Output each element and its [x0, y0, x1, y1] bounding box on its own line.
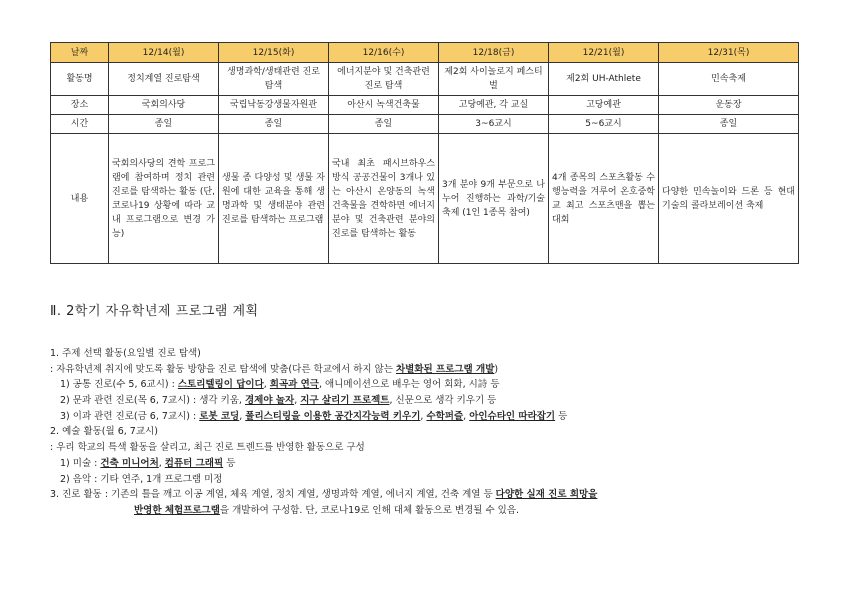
emphasis-text: 폴리스티링을 이용한 공간지각능력 키우기 — [245, 410, 421, 422]
text-span: , — [158, 457, 165, 469]
table-cell: 정치계열 진로탐색 — [109, 63, 219, 96]
plan-item-3 — [50, 487, 800, 503]
text-span: , — [463, 410, 470, 422]
emphasis-text: 다양한 실재 진로 희망을 — [495, 489, 598, 501]
emphasis-text: 스토리텔링이 답이다 — [177, 379, 264, 391]
program-plan-body — [50, 346, 800, 519]
text-span: 등 — [555, 410, 568, 422]
row-label: 활동명 — [51, 63, 109, 96]
table-row — [51, 63, 799, 96]
text-span: 등 — [223, 457, 236, 469]
table-cell: 종일 — [109, 115, 219, 134]
emphasis-text: 건축 미니어처 — [100, 457, 159, 469]
text-span: , — [294, 395, 301, 407]
emphasis-text: 경제야 놀자 — [244, 395, 295, 407]
table-cell: 다양한 민속놀이와 드론 등 현대 기술의 콜라보레이션 축제 — [659, 134, 799, 264]
row-label: 내용 — [51, 134, 109, 264]
table-cell: 에너지분야 및 건축관련 진로 탐색 — [329, 63, 439, 96]
emphasis-text: 로봇 코딩 — [199, 410, 240, 422]
table-header-row — [51, 43, 799, 63]
table-cell: 제2회 사이놀로지 페스티벌 — [439, 63, 549, 96]
plan-subitem — [50, 393, 800, 409]
text-span: , — [263, 379, 270, 391]
table-cell: 국회의사당의 견학 프로그램에 참여하며 정치 관련 진로를 탐색하는 활동 (단, 코로나19 상황에 따라 교내 프로그램으로 변경 가능) — [109, 134, 219, 264]
text-span: , 신문으로 생각 키우기 등 — [389, 395, 497, 407]
table-cell: 국립낙동강생물자원관 — [219, 96, 329, 115]
header-cell: 날짜 — [51, 43, 109, 63]
row-label: 시간 — [51, 115, 109, 134]
header-cell: 12/21(월) — [549, 43, 659, 63]
table-cell: 아산시 녹색건축물 — [329, 96, 439, 115]
plan-item-1-desc — [50, 362, 800, 378]
emphasis-text: 반영한 체험프로그램 — [134, 504, 220, 516]
schedule-table — [50, 42, 799, 264]
row-label: 장소 — [51, 96, 109, 115]
plan-subitem: 2) 음악 : 기타 연주, 1개 프로그램 미정 — [60, 473, 223, 485]
header-cell: 12/14(월) — [109, 43, 219, 63]
text-span: ) — [494, 363, 499, 375]
table-cell: 국내 최초 패시브하우스 방식 공공건물이 3개나 있는 아산시 온양동의 녹색건축물을 견학하면 에너지분야 및 건축관련 분야의 진로를 탐색하는 활동 — [329, 134, 439, 264]
text-span: , 애니메이션으로 배우는 영어 회화, 시詩 등 — [319, 379, 500, 391]
header-cell: 12/16(수) — [329, 43, 439, 63]
table-cell: 고당예관 — [549, 96, 659, 115]
header-cell: 12/18(금) — [439, 43, 549, 63]
plan-item-2-title: 2. 예술 활동(월 6, 7교시) — [50, 426, 158, 438]
table-cell: 3~6교시 — [439, 115, 549, 134]
plan-item-2-desc: : 우리 학교의 특색 활동을 살리고, 최근 진로 트렌드를 반영한 활동으로 구성 — [50, 442, 365, 454]
text-span: 3) 이과 관련 진로(금 6, 7교시) : — [60, 410, 200, 422]
table-cell: 생명과학/생태관련 진로 탐색 — [219, 63, 329, 96]
table-cell: 생물 종 다양성 및 생물 자원에 대한 교육을 통해 생명과학 및 생태분야 관련 진로를 탐색하는 프로그램 — [219, 134, 329, 264]
header-cell: 12/15(화) — [219, 43, 329, 63]
text-span: 을 개발하여 구성함. 단, 코로나19로 인해 대체 활동으로 변경될 수 있음. — [219, 504, 520, 516]
section-title: Ⅱ. 2학기 자유학년제 프로그램 계획 — [50, 304, 259, 319]
table-cell: 고당예관, 각 교실 — [439, 96, 549, 115]
emphasis-text: 차별화된 프로그램 개발 — [396, 363, 495, 375]
text-span: 1) 미술 : — [60, 457, 101, 469]
table-cell: 5~6교시 — [549, 115, 659, 134]
header-cell: 12/31(목) — [659, 43, 799, 63]
text-span: 2) 문과 관련 진로(목 6, 7교시) : 생각 키움, — [60, 395, 245, 407]
table-cell: 3개 분야 9개 부문으로 나누어 진행하는 과학/기술 축제 (1인 1종목 참여) — [439, 134, 549, 264]
emphasis-text: 수학퍼즐 — [426, 410, 464, 422]
emphasis-text: 컴퓨터 그래픽 — [164, 457, 224, 469]
table-cell: 종일 — [219, 115, 329, 134]
table-cell: 종일 — [659, 115, 799, 134]
table-row — [51, 115, 799, 134]
emphasis-text: 지구 살리기 프로젝트 — [300, 395, 390, 407]
plan-item-1-title: 1. 주제 선택 활동(요일별 진로 탐색) — [50, 348, 201, 359]
plan-subitem — [50, 377, 800, 393]
text-span: , — [420, 410, 427, 422]
table-cell: 제2회 UH-Athlete — [549, 63, 659, 96]
table-cell: 종일 — [329, 115, 439, 134]
emphasis-text: 아인슈타인 따라잡기 — [469, 410, 556, 422]
table-cell: 4개 종목의 스포츠활동 수행능력을 겨루어 온호중학교 최고 스포츠맨을 뽑는 대회 — [549, 134, 659, 264]
plan-item-3-continued — [50, 503, 800, 519]
plan-subitem — [50, 456, 800, 472]
text-span: : 자유학년제 취지에 맞도록 활동 방향을 진로 탐색에 맞춤(다른 학교에서 하지 않는 — [50, 363, 396, 375]
table-row — [51, 96, 799, 115]
text-span: 3. 진로 활동 : 기존의 틀을 깨고 이공 계열, 체육 계열, 정치 계열, 생명과학 계열, 에너지 계열, 건축 계열 등 — [50, 489, 496, 501]
emphasis-text: 희곡과 연극 — [269, 379, 319, 391]
table-cell: 운동장 — [659, 96, 799, 115]
table-row — [51, 134, 799, 264]
text-span: , — [239, 410, 246, 422]
plan-subitem — [50, 409, 800, 425]
table-cell: 민속축제 — [659, 63, 799, 96]
table-cell: 국회의사당 — [109, 96, 219, 115]
text-span: 1) 공통 진로(수 5, 6교시) : — [60, 379, 178, 391]
